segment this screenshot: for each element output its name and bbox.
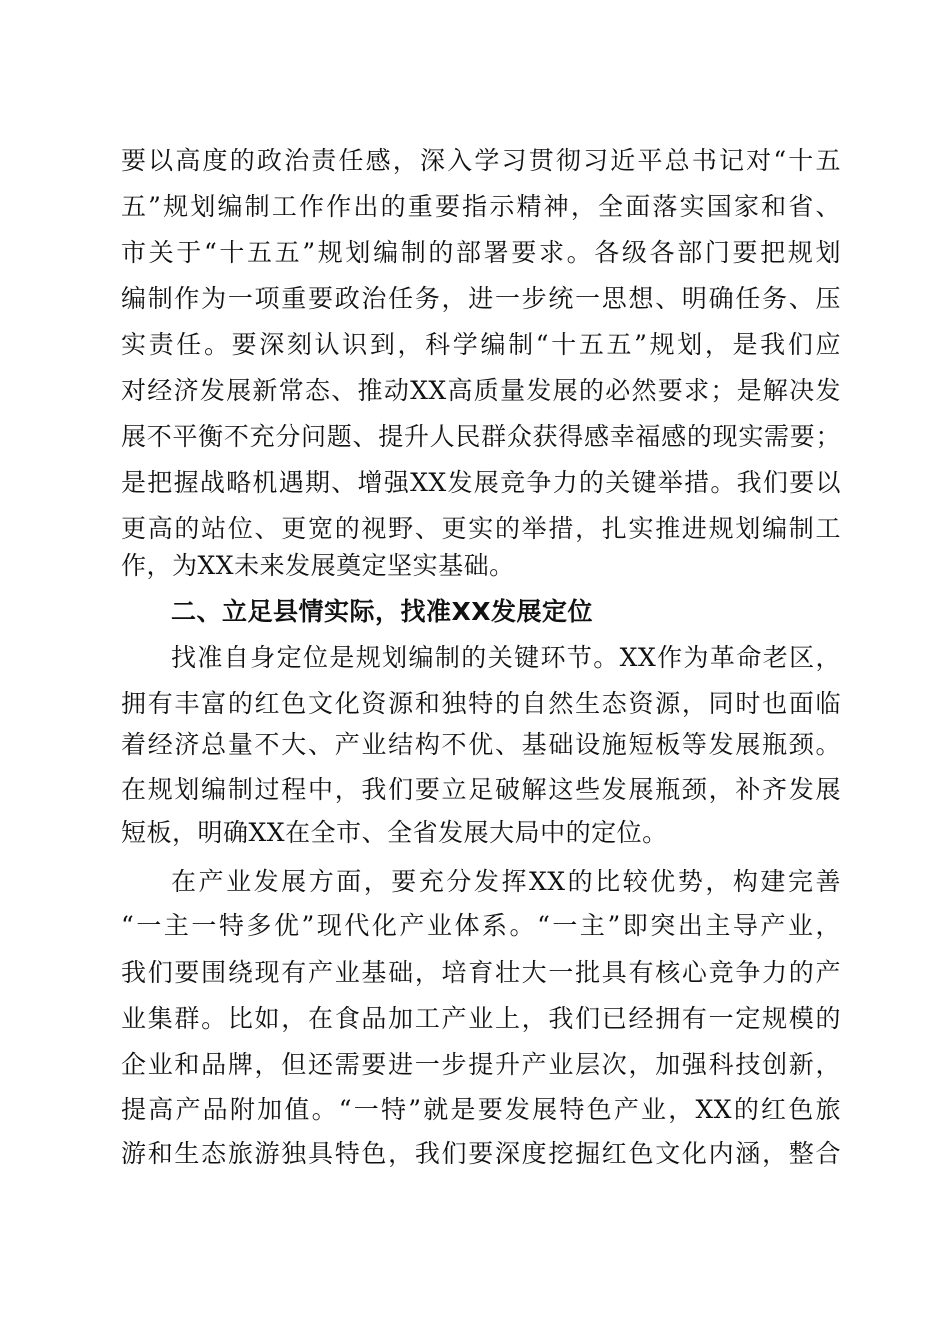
paragraph-1-line-4: 编制作为一项重要政治任务，进一步统一思想、明确任务、压 (121, 284, 841, 313)
paragraph-2-line-4: 在规划编制过程中，我们要立足破解这些发展瓶颈，补齐发展 (121, 775, 841, 804)
paragraph-1-line-1: 要以高度的政治责任感，深入学习贯彻习近平总书记对“十五 (121, 146, 841, 175)
paragraph-1-line-2: 五”规划编制工作作出的重要指示精神，全面落实国家和省、 (121, 192, 841, 221)
paragraph-1-line-9: 更高的站位、更宽的视野、更实的举措，扎实推进规划编制工 (121, 514, 841, 543)
paragraph-1-line-8: 是把握战略机遇期、增强XX发展竞争力的关键举措。我们要以 (121, 468, 841, 497)
paragraph-1-line-7: 展不平衡不充分问题、提升人民群众获得感幸福感的现实需要； (121, 422, 841, 451)
paragraph-3-line-1: 在产业发展方面，要充分发挥XX的比较优势，构建完善 (171, 867, 841, 896)
paragraph-1-line-3: 市关于“十五五”规划编制的部署要求。各级各部门要把规划 (121, 238, 841, 267)
paragraph-2-line-3: 着经济总量不大、产业结构不优、基础设施短板等发展瓶颈。 (121, 730, 841, 759)
paragraph-2-line-1: 找准自身定位是规划编制的关键环节。XX作为革命老区， (171, 643, 841, 672)
paragraph-3-line-2: “一主一特多优”现代化产业体系。“一主”即突出主导产业， (121, 911, 841, 940)
paragraph-3-line-6: 提高产品附加值。“一特”就是要发展特色产业，XX的红色旅 (121, 1095, 841, 1124)
paragraph-1-line-10: 作，为XX未来发展奠定坚实基础。 (121, 551, 515, 580)
paragraph-1-line-5: 实责任。要深刻认识到，科学编制“十五五”规划，是我们应 (121, 330, 841, 359)
paragraph-3-line-5: 企业和品牌，但还需要进一步提升产业层次，加强科技创新， (121, 1050, 841, 1079)
section-heading: 二、立足县情实际，找准XX发展定位 (171, 597, 594, 626)
paragraph-3-line-4: 业集群。比如，在食品加工产业上，我们已经拥有一定规模的 (121, 1004, 841, 1033)
paragraph-3-line-7: 游和生态旅游独具特色，我们要深度挖掘红色文化内涵，整合 (121, 1139, 841, 1168)
paragraph-2-line-5: 短板，明确XX在全市、全省发展大局中的定位。 (121, 818, 668, 847)
paragraph-3-line-3: 我们要围绕现有产业基础，培育壮大一批具有核心竞争力的产 (121, 958, 841, 987)
paragraph-2-line-2: 拥有丰富的红色文化资源和独特的自然生态资源，同时也面临 (121, 689, 841, 718)
paragraph-1-line-6: 对经济发展新常态、推动XX高质量发展的必然要求；是解决发 (121, 376, 841, 405)
